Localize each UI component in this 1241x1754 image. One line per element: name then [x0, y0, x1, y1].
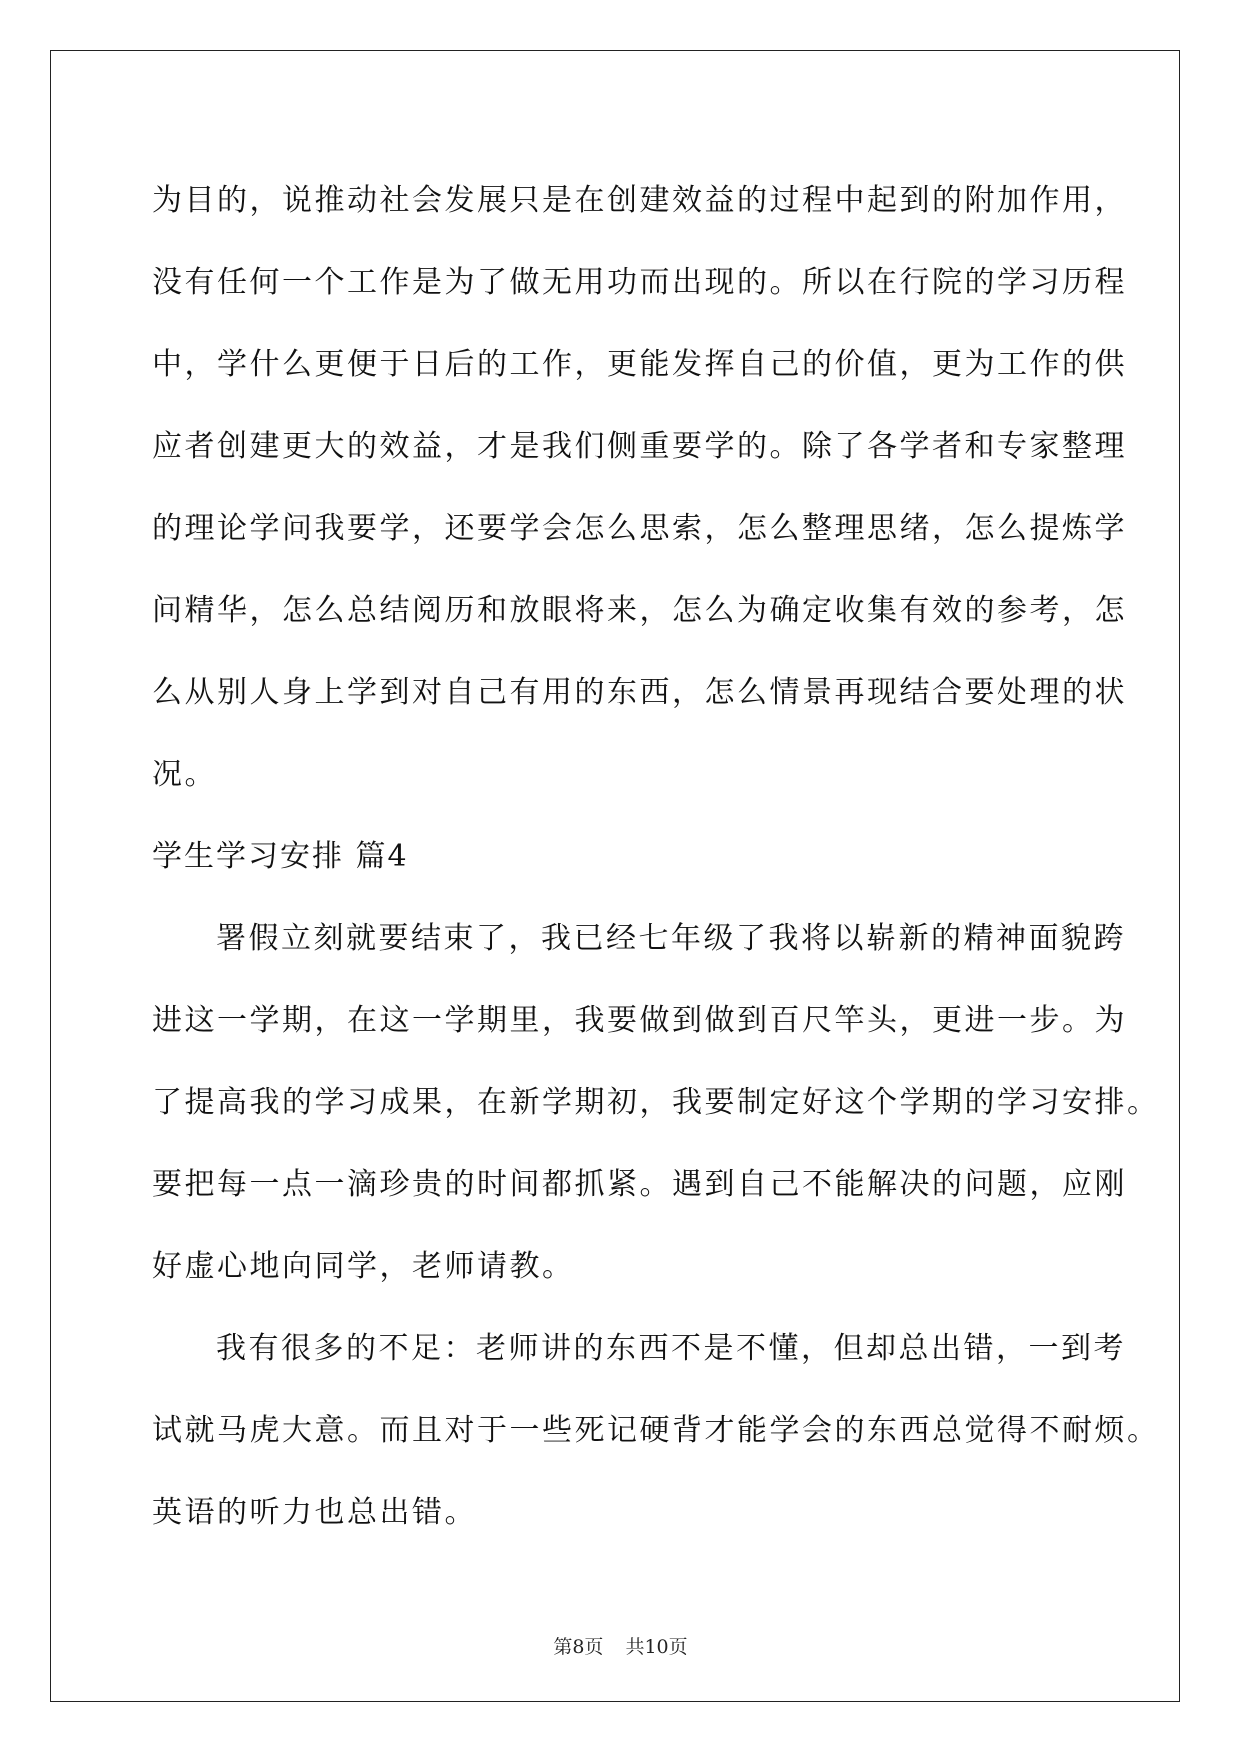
text-line: 英语的听力也总出错。 — [152, 1495, 477, 1530]
text-line: 应者创建更大的效益，才是我们侧重要学的。除了各学者和专家整理 — [152, 429, 1127, 464]
text-line: 问精华，怎么总结阅历和放眼将来，怎么为确定收集有效的参考，怎 — [152, 593, 1127, 628]
text-line: 没有任何一个工作是为了做无用功而出现的。所以在行院的学习历程 — [152, 265, 1127, 300]
text-line: 中，学什么更便于日后的工作，更能发挥自己的价值，更为工作的供 — [152, 347, 1127, 382]
text-line: 署假立刻就要结束了，我已经七年级了我将以崭新的精神面貌跨 — [216, 921, 1126, 956]
page-total: 共10页 — [625, 1636, 688, 1658]
text-line: 好虚心地向同学，老师请教。 — [152, 1249, 575, 1284]
text-line: 为目的，说推动社会发展只是在创建效益的过程中起到的附加作用， — [152, 183, 1127, 218]
page-footer — [0, 1632, 1241, 1659]
document-body — [152, 160, 1160, 1554]
paragraph — [152, 898, 1160, 1308]
text-line: 要把每一点一滴珍贵的时间都抓紧。遇到自己不能解决的问题，应刚 — [152, 1167, 1127, 1202]
text-line: 的理论学问我要学，还要学会怎么思索，怎么整理思绪，怎么提炼学 — [152, 511, 1127, 546]
page-number: 第8页 — [553, 1636, 604, 1658]
text-line: 了提高我的学习成果，在新学期初，我要制定好这个学期的学习安排。 — [152, 1085, 1160, 1120]
paragraph-continued — [152, 160, 1127, 816]
text-line: 么从别人身上学到对自己有用的东西，怎么情景再现结合要处理的状 — [152, 675, 1127, 710]
paragraph — [152, 1308, 1160, 1554]
section-heading: 学生学习安排 篇4 — [152, 839, 409, 874]
text-line: 我有很多的不足：老师讲的东西不是不懂，但却总出错，一到考 — [216, 1331, 1126, 1366]
text-line: 进这一学期，在这一学期里，我要做到做到百尺竿头，更进一步。为 — [152, 1003, 1127, 1038]
text-line: 况。 — [152, 757, 217, 792]
text-line: 试就马虎大意。而且对于一些死记硬背才能学会的东西总觉得不耐烦。 — [152, 1413, 1160, 1448]
